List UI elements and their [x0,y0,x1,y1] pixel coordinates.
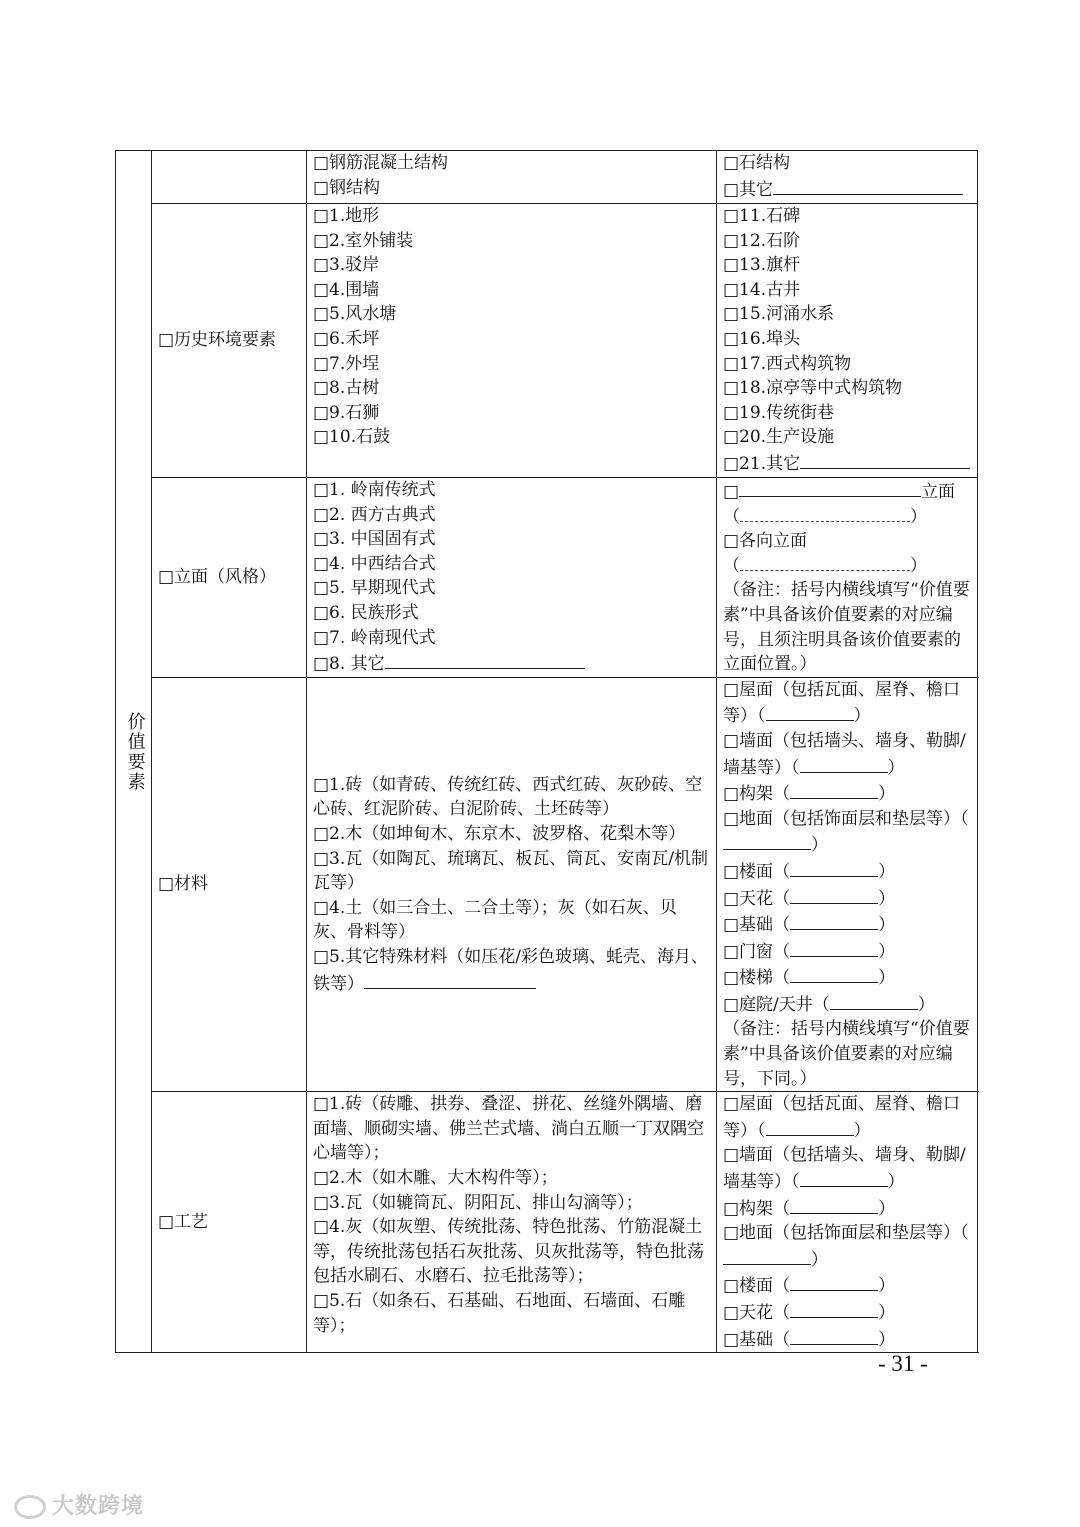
checkbox-history-env-b-blank[interactable] [800,450,970,469]
checkbox-craft-5[interactable]: □5.石（如条石、石基础、石地面、石墙面、石雕等）； [313,1291,686,1336]
history-env-left-list [313,204,710,450]
craft-position-wall-blank[interactable] [800,1168,888,1187]
facade-name-blank[interactable] [739,478,921,497]
checkbox-history-env-8[interactable]: □8.古树 [313,378,380,399]
checkbox-material-1[interactable]: □1.砖（如青砖、传统红砖、西式红砖、灰砂砖、空心砖、红泥阶砖、白泥阶砖、土坯砖等） [313,774,703,820]
structure-label-cell [152,151,307,204]
material-position-frame-blank[interactable] [790,780,878,799]
material-position-roof[interactable]: □屋面（包括瓦面、屋脊、檐口等）（ ） [723,679,961,727]
checkbox-history-env-b-9[interactable]: □19.传统街巷 [723,402,835,423]
craft-position-ground[interactable]: □地面（包括饰面层和垫层等）（） [723,1223,969,1270]
checkbox-history-env-b-11[interactable]: □21.其它 [723,450,971,477]
material-position-courtyard-blank[interactable] [830,991,918,1010]
craft-position-roof-blank[interactable] [766,1117,854,1136]
paren-open: （ [723,506,740,527]
checkbox-history-env-b-1[interactable]: □11.石碑 [723,206,801,226]
facade-label[interactable]: □立面（风格） [158,567,277,588]
materials-position-list [723,678,971,1018]
craft-position-ceiling[interactable]: □天花（ ） [723,1299,971,1326]
material-position-foundation-blank[interactable] [790,911,878,930]
materials-right-cell [717,677,978,1092]
material-position-ground-blank[interactable] [723,831,811,850]
checkbox-material-5[interactable]: □5.其它特殊材料（如压花/彩色玻璃、蚝壳、海月、铁等） [313,946,709,994]
material-position-floor-blank[interactable] [790,858,878,877]
checkbox-material-4[interactable]: □4.土（如三合土、二合土等）；灰（如石灰、贝灰、骨料等） [313,897,677,943]
checkbox-facade-style-2[interactable]: □2. 西方古典式 [313,504,436,525]
structure-right-cell [717,151,978,204]
paren-close: ） [910,555,927,576]
checkbox-facade-style-5[interactable]: □5. 早期现代式 [313,578,436,599]
checkbox-craft-1[interactable]: □1.砖（砖雕、拱券、叠涩、拼花、丝缝外隅墙、磨面墙、顺砌实墙、佛兰芒式墙、淌白五顺一丁双隅空心墙等）； [313,1094,704,1164]
facade-right-cell [717,478,978,678]
craft-position-foundation[interactable]: □基础（ ） [723,1326,971,1353]
checkbox-history-env-2[interactable]: □2.室外铺装 [313,230,414,251]
craft-list [313,1092,710,1338]
facade-suffix: 立面 [921,482,956,502]
craft-right-cell [717,1092,978,1353]
checkbox-history-env-b-2[interactable]: □12.石阶 [723,230,801,251]
checkbox-history-env-10[interactable]: □10.石鼓 [313,427,391,448]
page-number: - 31 - [878,1351,928,1376]
group-label: 价值要素 [124,711,146,792]
craft-label-cell [152,1092,307,1353]
watermark-logo-icon [14,1495,46,1519]
craft-left-cell [307,1092,717,1353]
materials-list [313,773,710,996]
craft-position-wall[interactable]: □墙面（包括墙头、墙身、勒脚/墙基等）（ ） [723,1145,966,1193]
facade-label-cell [152,478,307,678]
history-env-row [116,204,978,478]
facade-style-list [313,478,710,677]
checkbox-material-blank[interactable] [364,970,536,989]
checkbox-facade-all[interactable]: □各向立面 [723,531,808,552]
checkbox-facade-style-8[interactable]: □8. 其它 [313,650,710,677]
checkbox-history-env-b-7[interactable]: □17.西式构筑物 [723,353,852,374]
material-position-wall-blank[interactable] [800,754,888,773]
material-position-wall[interactable]: □墙面（包括墙头、墙身、勒脚/墙基等）（ ） [723,730,966,778]
material-position-roof-blank[interactable] [766,702,854,721]
facade-left-cell [307,478,717,678]
material-position-foundation[interactable]: □基础（ ） [723,911,971,938]
value-elements-table [115,150,978,1353]
craft-position-roof[interactable]: □屋面（包括瓦面、屋脊、檐口等）（ ） [723,1094,961,1141]
material-position-stairs-blank[interactable] [790,964,878,983]
material-position-stairs[interactable]: □楼梯（ ） [723,964,971,991]
checkbox-facade-style-1[interactable]: □1. 岭南传统式 [313,480,436,500]
checkbox-history-env-4[interactable]: □4.围墙 [313,279,380,300]
history-env-right-cell [717,204,978,478]
material-position-ceiling-blank[interactable] [790,885,878,904]
paren-open: （ [723,555,740,576]
craft-position-floor[interactable]: □楼面（ ） [723,1272,971,1299]
checkbox-steel-structure[interactable]: □钢结构 [313,177,381,198]
material-position-doors-blank[interactable] [790,938,878,957]
paren-close: ） [910,506,927,527]
history-env-label-cell [152,204,307,478]
facade-note: （备注：括号内横线填写“价值要素”中具备该价值要素的对应编号，且须注明具备该价值要素的立面位置。） [723,580,970,675]
checkbox-facade-custom[interactable]: □ [723,482,740,502]
checkbox-craft-2[interactable]: □2.木（如木雕、大木构件等）； [313,1168,558,1189]
checkbox-history-env-b-3[interactable]: □13.旗杆 [723,255,801,276]
facade-all-number-blank[interactable] [740,558,910,571]
craft-row [116,1092,978,1353]
checkbox-facade-style-7[interactable]: □7. 岭南现代式 [313,627,436,648]
material-position-ceiling[interactable]: □天花（ ） [723,885,971,912]
checkbox-material-3[interactable]: □3.瓦（如陶瓦、琉璃瓦、板瓦、筒瓦、安南瓦/机制瓦等） [313,848,709,894]
watermark [14,1489,144,1520]
craft-position-list [723,1092,971,1352]
materials-left-cell [307,677,717,1092]
group-label-cell [116,151,152,1353]
checkbox-facade-style-3[interactable]: □3. 中国固有式 [313,529,436,550]
checkbox-rc-structure[interactable]: □钢筋混凝土结构 [313,153,449,173]
structure-row [116,151,978,204]
material-position-frame[interactable]: □构架（ ） [723,780,971,807]
checkbox-history-env-5[interactable]: □5.风水塘 [313,304,397,325]
craft-position-frame-blank[interactable] [790,1195,878,1214]
craft-position-foundation-blank[interactable] [790,1326,878,1345]
checkbox-facade-style-blank[interactable] [385,650,585,669]
material-position-floor[interactable]: □楼面（ ） [723,858,971,885]
checkbox-history-env-b-8[interactable]: □18.凉亭等中式构筑物 [723,378,903,399]
facade-number-blank[interactable] [740,509,910,522]
materials-row [116,677,978,1092]
checkbox-history-env-b-4[interactable]: □14.古井 [723,279,801,300]
structure-left-cell [307,151,717,204]
material-position-courtyard[interactable]: □庭院/天井（ ） [723,991,971,1018]
checkbox-craft-4[interactable]: □4.灰（如灰塑、传统批荡、特色批荡、竹筋混凝土等，传统批荡包括石灰批荡、贝灰批荡等，特色批荡包括水刷石、水磨石、拉毛批荡等）； [313,1217,704,1287]
checkbox-history-env-3[interactable]: □3.驳岸 [313,255,380,276]
history-env-left-cell [307,204,717,478]
material-position-doors[interactable]: □门窗（ ） [723,938,971,965]
watermark-text: 大数跨境 [52,1494,145,1519]
checkbox-history-env-b-10[interactable]: □20.生产设施 [723,427,835,448]
checkbox-material-2[interactable]: □2.木（如坤甸木、东京木、波罗格、花梨木等） [313,824,686,845]
checkbox-history-env-1[interactable]: □1.地形 [313,206,380,226]
materials-label[interactable]: □材料 [158,874,209,895]
structure-other-blank[interactable] [773,176,963,195]
craft-label[interactable]: □工艺 [158,1211,209,1232]
materials-note: （备注：括号内横线填写“价值要素”中具备该价值要素的对应编号，下同。） [723,1019,970,1089]
checkbox-history-env-6[interactable]: □6.禾坪 [313,328,380,349]
checkbox-facade-style-4[interactable]: □4. 中西结合式 [313,553,436,574]
checkbox-history-env-b-5[interactable]: □15.河涌水系 [723,304,835,325]
checkbox-structure-other[interactable]: □其它 [723,179,774,200]
material-position-ground[interactable]: □地面（包括饰面层和垫层等）（） [723,808,969,856]
checkbox-facade-style-6[interactable]: □6. 民族形式 [313,602,419,623]
materials-label-cell [152,677,307,1092]
checkbox-craft-3[interactable]: □3.瓦（如辘筒瓦、阴阳瓦、排山勾滴等）； [313,1192,643,1213]
facade-row [116,478,978,678]
history-env-right-list [723,204,971,477]
craft-position-frame[interactable]: □构架（ ） [723,1195,971,1222]
checkbox-history-env-7[interactable]: □7.外埕 [313,353,380,374]
checkbox-history-env-9[interactable]: □9.石狮 [313,402,380,423]
craft-position-floor-blank[interactable] [790,1272,878,1291]
craft-position-ground-blank[interactable] [723,1246,811,1265]
checkbox-history-env-b-6[interactable]: □16.埠头 [723,328,801,349]
history-env-label[interactable]: □历史环境要素 [158,330,277,351]
craft-position-ceiling-blank[interactable] [790,1299,878,1318]
checkbox-stone-structure[interactable]: □石结构 [723,153,791,173]
